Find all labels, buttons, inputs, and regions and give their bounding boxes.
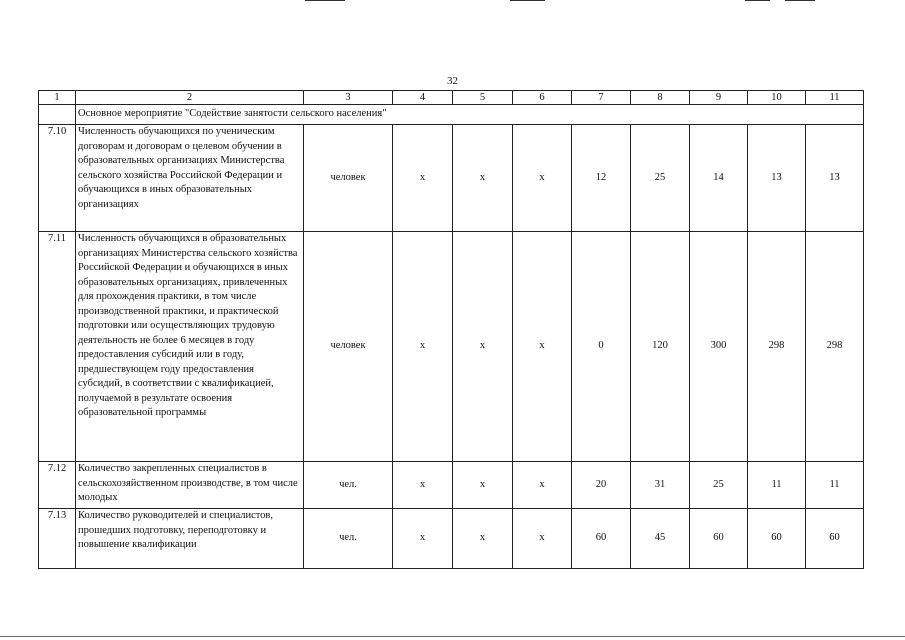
- indicator-name: Численность обучающихся по ученическим договорам и договорам о целевом обучении в образовательных организациях Министерства сельского хозяйства Российской Федерации и обучающихся в иных образовательных организациях: [76, 125, 304, 232]
- value-cell: 0: [572, 232, 631, 462]
- row-number: 7.12: [39, 462, 76, 509]
- value-cell: 11: [748, 462, 806, 509]
- value-cell: х: [453, 509, 513, 569]
- value-cell: 14: [690, 125, 748, 232]
- value-cell: 120: [631, 232, 690, 462]
- scan-artifact: [510, 0, 545, 1]
- value-cell: 20: [572, 462, 631, 509]
- value-cell: 13: [806, 125, 864, 232]
- column-header: 10: [748, 91, 806, 105]
- value-cell: х: [453, 232, 513, 462]
- value-cell: х: [513, 462, 572, 509]
- value-cell: 25: [690, 462, 748, 509]
- value-cell: 300: [690, 232, 748, 462]
- value-cell: 45: [631, 509, 690, 569]
- value-cell: х: [513, 232, 572, 462]
- page-number: 32: [447, 75, 458, 87]
- unit-cell: чел.: [304, 509, 393, 569]
- scan-artifact: [745, 0, 770, 1]
- scan-artifact: [0, 636, 905, 637]
- column-header: 3: [304, 91, 393, 105]
- table-row: [39, 232, 864, 462]
- column-header: 8: [631, 91, 690, 105]
- column-header: 5: [453, 91, 513, 105]
- unit-cell: чел.: [304, 462, 393, 509]
- column-header: 9: [690, 91, 748, 105]
- value-cell: 13: [748, 125, 806, 232]
- value-cell: 11: [806, 462, 864, 509]
- value-cell: 60: [690, 509, 748, 569]
- column-header: 2: [76, 91, 304, 105]
- value-cell: 60: [748, 509, 806, 569]
- value-cell: х: [393, 125, 453, 232]
- value-cell: х: [513, 509, 572, 569]
- scan-artifact: [305, 0, 345, 1]
- value-cell: х: [393, 462, 453, 509]
- column-header: 11: [806, 91, 864, 105]
- indicator-name: Количество закрепленных специалистов в сельскохозяйственном производстве, в том числе молодых: [76, 462, 304, 509]
- row-number: 7.13: [39, 509, 76, 569]
- indicator-name: Количество руководителей и специалистов, прошедших подготовку, переподготовку и повышение квалификации: [76, 509, 304, 569]
- value-cell: х: [453, 125, 513, 232]
- column-header: 4: [393, 91, 453, 105]
- value-cell: 31: [631, 462, 690, 509]
- value-cell: 25: [631, 125, 690, 232]
- value-cell: 298: [806, 232, 864, 462]
- indicator-name: Численность обучающихся в образовательных организациях Министерства сельского хозяйства Российской Федерации и обучающихся в иных образовательных организациях, привлеченных для прохождения практики, в том числе производственной практики, и практической подготовки или осуществляющих трудовую деятельность не более 6 месяцев в году предоставления субсидий или в году, предшествующем году предоставления субсидий, в соответствии с квалификацией, получаемой в результате освоения образовательной программы: [76, 232, 304, 462]
- section-row: [39, 105, 864, 125]
- unit-cell: человек: [304, 125, 393, 232]
- column-header: 7: [572, 91, 631, 105]
- column-number-row: [39, 91, 864, 105]
- value-cell: х: [393, 509, 453, 569]
- table-row: [39, 125, 864, 232]
- value-cell: 60: [572, 509, 631, 569]
- table-row: [39, 509, 864, 569]
- value-cell: 60: [806, 509, 864, 569]
- indicators-table: [38, 90, 864, 569]
- scan-artifact: [785, 0, 815, 1]
- column-header: 6: [513, 91, 572, 105]
- value-cell: х: [453, 462, 513, 509]
- table-row: [39, 462, 864, 509]
- section-spacer-cell: [39, 105, 76, 125]
- row-number: 7.11: [39, 232, 76, 462]
- value-cell: 298: [748, 232, 806, 462]
- row-number: 7.10: [39, 125, 76, 232]
- value-cell: х: [513, 125, 572, 232]
- section-title: Основное мероприятие "Содействие занятости сельского населения": [76, 105, 864, 125]
- value-cell: х: [393, 232, 453, 462]
- column-header: 1: [39, 91, 76, 105]
- value-cell: 12: [572, 125, 631, 232]
- unit-cell: человек: [304, 232, 393, 462]
